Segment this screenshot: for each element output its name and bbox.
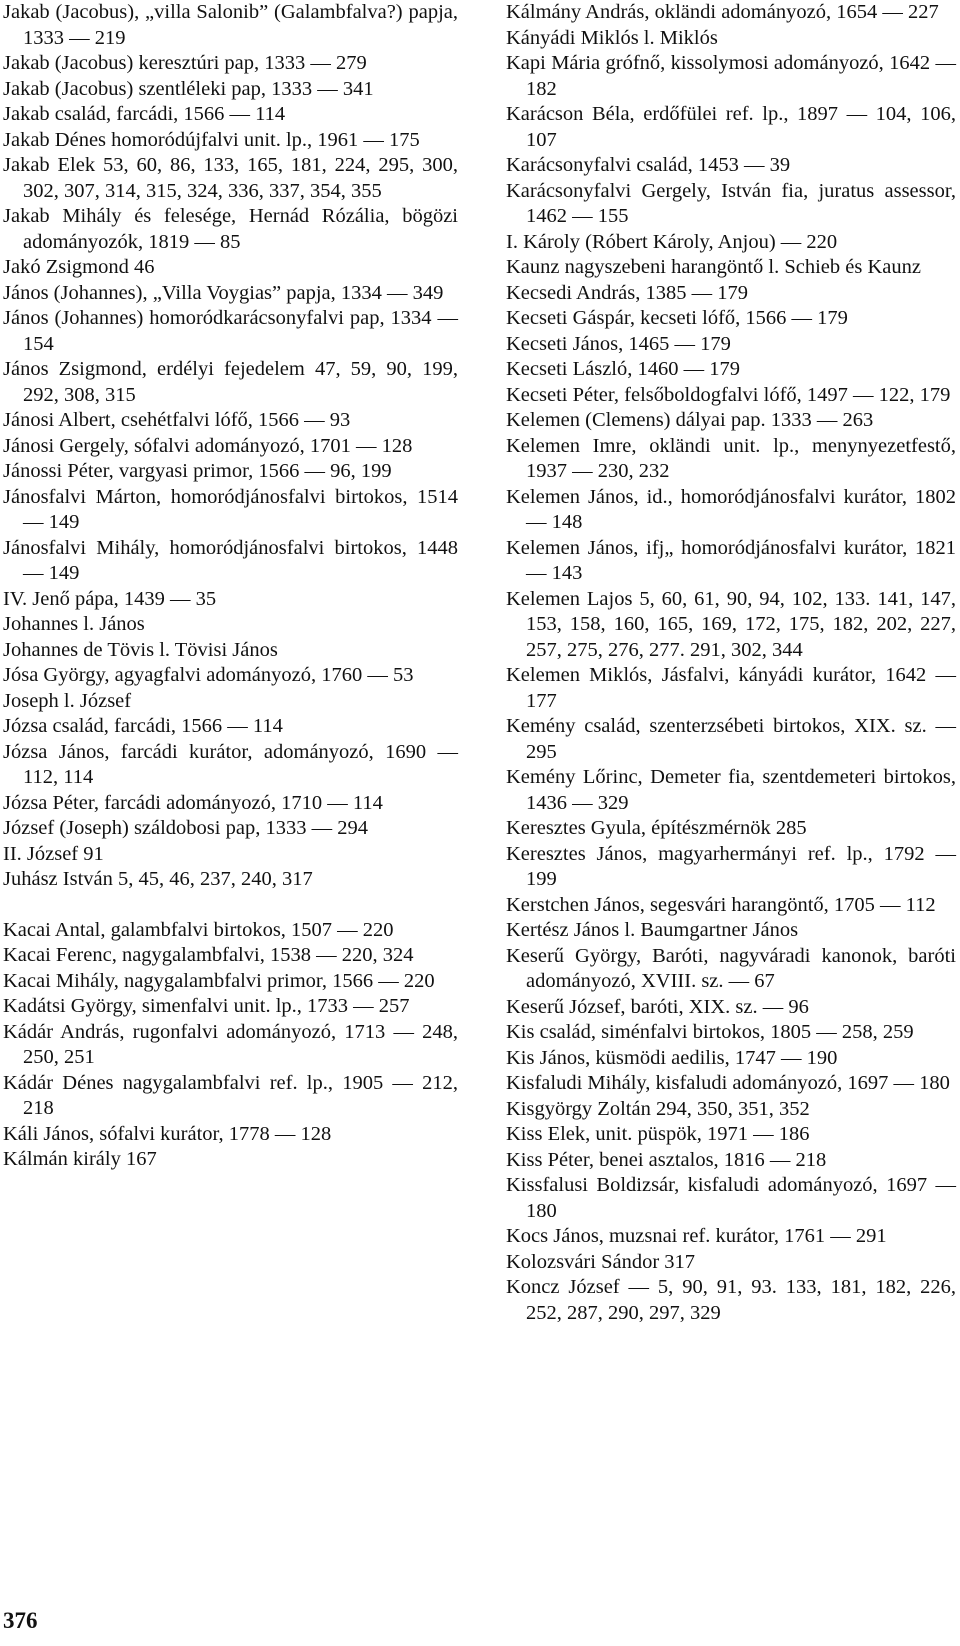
index-entry: Kocs János, muzsnai ref. kurátor, 1761 — 291 [506,1225,887,1247]
index-entry: Kányádi Miklós l. Miklós [506,26,718,49]
index-entry: Jakab Mihály és felesége, Hernád Rózália, bögözi adományozók, 1819 — 85 [3,205,458,253]
index-entry: Keresztes János, magyarhermányi ref. lp., 1792 — 199 [506,842,956,890]
index-entry: Kis János, küsmödi aedilis, 1747 — 190 [506,1046,838,1069]
index-entry: Jakab Dénes homoródújfalvi unit. lp., 1961 — 175 [3,128,420,151]
index-entry: Kelemen János, id., homoródjánosfalvi kurátor, 1802 — 148 [506,485,956,533]
index-entry: Kisgyörgy Zoltán 294, 350, 351, 352 [506,1097,810,1120]
left-index-column [3,0,458,1173]
index-entry: Kecseti László, 1460 — 179 [506,358,740,380]
index-entry: Kadátsi György, simenfalvi unit. lp., 1733 — 257 [3,995,410,1017]
index-entry: Kiss Elek, unit. püspök, 1971 — 186 [506,1123,810,1145]
index-entry: Kisfaludi Mihály, kisfaludi adományozó, 1697 — 180 [506,1072,950,1094]
index-entry: Káli János, sófalvi kurátor, 1778 — 128 [3,1122,332,1145]
index-entry: Karácsonyfalvi Gergely, István fia, juratus assessor, 1462 — 155 [506,179,956,227]
index-entry: Kapi Mária grófnő, kissolymosi adományozó, 1642 — 182 [506,52,956,100]
index-entry: Kacai Mihály, nagygalambfalvi primor, 1566 — 220 [3,969,435,992]
index-entry: Karácson Béla, erdőfülei ref. lp., 1897 — 104, 106, 107 [506,103,956,151]
index-entry: Kacai Antal, galambfalvi birtokos, 1507 — 220 [3,918,394,941]
index-entry: Kecseti Péter, felsőboldogfalvi lófő, 1497 — 122, 179 [506,383,951,406]
index-entry: Jósa György, agyagfalvi adományozó, 1760 — 53 [3,664,414,686]
index-entry: Johannes l. János [3,613,145,635]
index-entry: János (Johannes), „Villa Voygias” papja, 1334 — 349 [3,281,444,304]
index-entry: Kaunz nagyszebeni harangöntő l. Schieb és Kaunz [506,256,921,278]
index-entry: Jakó Zsigmond 46 [3,256,155,278]
index-entry: Józsa János, farcádi kurátor, adományozó, 1690 — 112, 114 [3,740,458,788]
index-entry: Johannes de Tövis l. Tövisi János [3,638,278,661]
index-entry: Kecseti János, 1465 — 179 [506,332,731,355]
index-entry: János Zsigmond, erdélyi fejedelem 47, 59, 90, 199, 292, 308, 315 [3,358,458,406]
index-entry: József (Joseph) száldobosi pap, 1333 — 294 [3,817,368,839]
index-entry: Kecseti Gáspár, kecseti lófő, 1566 — 179 [506,307,848,329]
section-gap [3,893,458,918]
index-entry: Keserű József, baróti, XIX. sz. — 96 [506,995,809,1018]
index-entry: Kelemen Lajos 5, 60, 61, 90, 94, 102, 133. 141, 147, 153, 158, 160, 165, 169, 172, 175, 182, 202, 227, 257, 275, 276, 277. 291, 302, 344 [506,587,956,661]
index-entry: Joseph l. József [3,689,132,712]
index-entry: Jakab Elek 53, 60, 86, 133, 165, 181, 224, 295, 300, 302, 307, 314, 315, 324, 336, 337, 354, 355 [3,154,458,202]
index-entry: Kacai Ferenc, nagygalambfalvi, 1538 — 220, 324 [3,944,414,966]
page-number: 376 [3,1608,38,1633]
index-entry: Józsa Péter, farcádi adományozó, 1710 — 114 [3,791,383,814]
index-entry: Kolozsvári Sándor 317 [506,1250,696,1273]
index-entry: Kelemen Imre, okländi unit. lp., menynyezetfestő, 1937 — 230, 232 [506,434,956,482]
index-entry: János (Johannes) homoródkarácsonyfalvi pap, 1334 — 154 [3,307,458,355]
index-entry: Karácsonyfalvi család, 1453 — 39 [506,154,791,176]
right-index-column [506,0,956,1326]
index-entry: Kelemen János, ifj„ homoródjánosfalvi kurátor, 1821 — 143 [506,536,956,584]
index-entry: Juhász István 5, 45, 46, 237, 240, 317 [3,868,313,890]
index-entry: Jakab (Jacobus) keresztúri pap, 1333 — 279 [3,52,367,74]
index-entry: Kálmány András, okländi adományozó, 1654 — 227 [506,1,939,23]
index-entry: Józsa család, farcádi, 1566 — 114 [3,715,283,737]
index-entry: Jakab család, farcádi, 1566 — 114 [3,103,286,125]
index-entry: Keresztes Gyula, építészmérnök 285 [506,817,807,839]
index-entry: Kemény Lőrinc, Demeter fia, szentdemeteri birtokos, 1436 — 329 [506,766,956,814]
index-entry: Kis család, siménfalvi birtokos, 1805 — 258, 259 [506,1021,914,1043]
index-entry: Kálmán király 167 [3,1148,157,1170]
index-entry: IV. Jenő pápa, 1439 — 35 [3,587,217,610]
index-entry: Kecsedi András, 1385 — 179 [506,281,748,304]
index-entry: Jakab (Jacobus) szentléleki pap, 1333 — 341 [3,77,374,100]
index-entry: Jánosfalvi Mihály, homoródjánosfalvi birtokos, 1448 — 149 [3,536,458,584]
index-entry: Kerstchen János, segesvári harangöntő, 1705 — 112 [506,893,936,916]
index-entry: II. József 91 [3,842,104,865]
index-entry: Jánosfalvi Márton, homoródjánosfalvi birtokos, 1514 — 149 [3,485,458,533]
index-entry: Kemény család, szenterzsébeti birtokos, XIX. sz. — 295 [506,715,956,763]
index-entry: Keserű György, Baróti, nagyváradi kanonok, baróti adományozó, XVIII. sz. — 67 [506,944,956,992]
index-entry: Kádár Dénes nagygalambfalvi ref. lp., 1905 — 212, 218 [3,1071,458,1119]
index-entry: Jánosi Gergely, sófalvi adományozó, 1701 — 128 [3,434,413,457]
index-entry: Koncz József — 5, 90, 91, 93. 133, 181, 182, 226, 252, 287, 290, 297, 329 [506,1276,956,1324]
index-entry: Jakab (Jacobus), „villa Salonib” (Galambfalva?) papja, 1333 — 219 [3,1,458,49]
index-entry: Kádár András, rugonfalvi adományozó, 1713 — 248, 250, 251 [3,1020,458,1068]
index-entry: Jánosi Albert, csehétfalvi lófő, 1566 — 93 [3,409,351,431]
index-entry: I. Károly (Róbert Károly, Anjou) — 220 [506,230,838,253]
index-entry: Kelemen (Clemens) dályai pap. 1333 — 263 [506,409,874,431]
index-entry: Kiss Péter, benei asztalos, 1816 — 218 [506,1148,827,1171]
index-entry: Jánossi Péter, vargyasi primor, 1566 — 96, 199 [3,460,392,482]
index-entry: Kissfalusi Boldizsár, kisfaludi adományozó, 1697 — 180 [506,1174,956,1222]
index-entry: Kelemen Miklós, Jásfalvi, kányádi kurátor, 1642 — 177 [506,664,956,712]
index-entry: Kertész János l. Baumgartner János [506,919,799,941]
